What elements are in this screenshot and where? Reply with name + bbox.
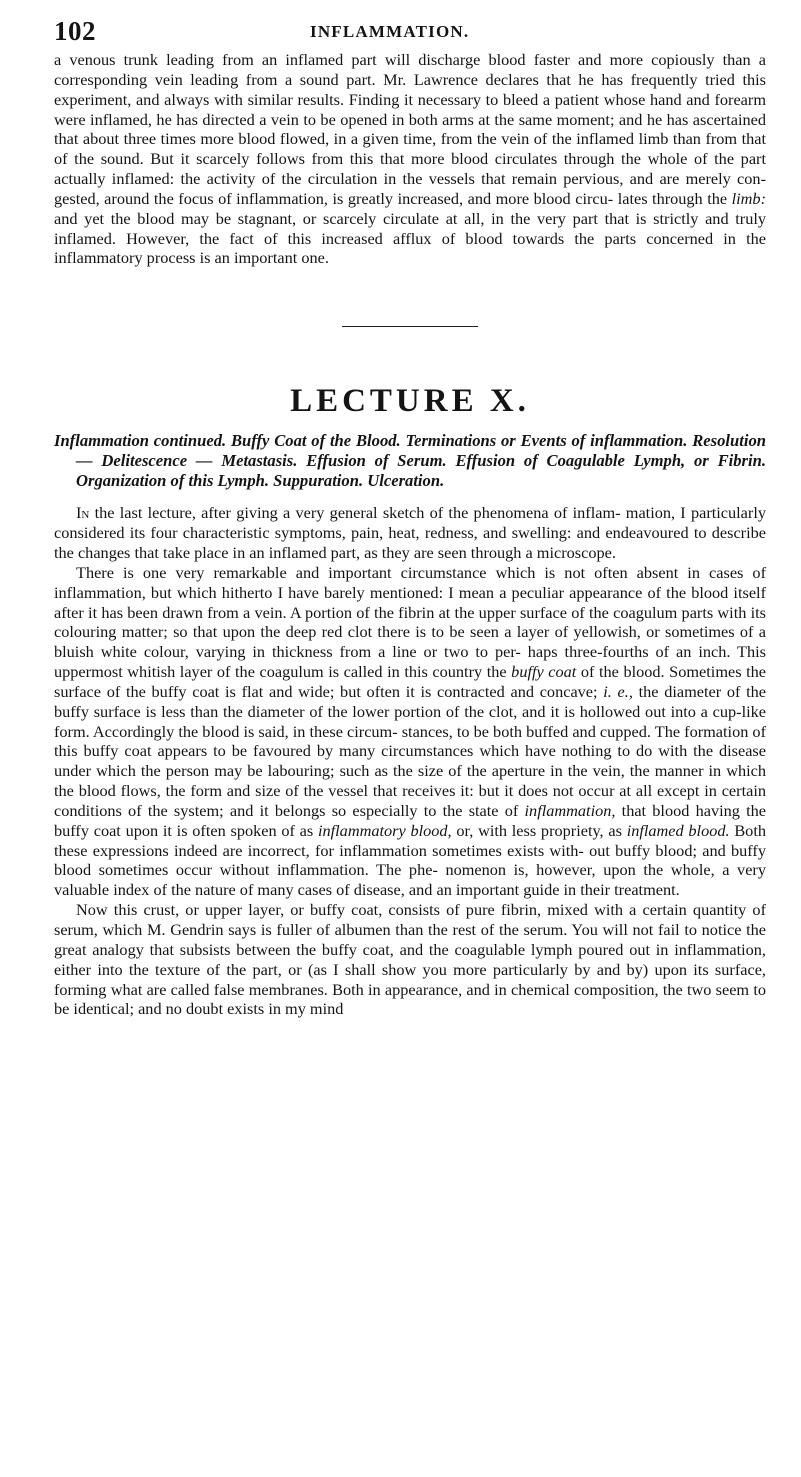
- p2-em-ie: i. e.,: [603, 681, 633, 701]
- p2-c: the diameter of the buffy surface is less than the diameter of the lower portion of the clot, and it is hollowed out into a cup-like form. Accordingly the blood is said, in these circum- stances, to be both buffed and cupped. The formation of this buffy coat appears to be favoured by many circumstances which have nothing to do with the disease under which the person may be labouring; such as the size of the aperture in the vein, the manner in which the blood flows, the form and size of the vessel that receives it: but it does not occur at all except in certain conditions of the system; and it belongs so especially to the state of: [54, 681, 767, 820]
- p2-em-inflamed-blood: inflamed blood.: [626, 820, 730, 840]
- page-number: 102: [54, 16, 96, 46]
- body-paragraph-3: Now this crust, or upper layer, or buffy coat, consists of pure fibrin, mixed with a certain quantity of serum, which M. Gendrin says is fuller of albumen than the rest of the serum. You will not fail to notice the great analogy that subsists between the buffy coat, and the coagulable lymph poured out in inflammation, either into the texture of the part, or (as I shall show you more particularly by and by) upon its surface, forming what are called false membranes. Both in appearance, and in chemical composition, the two seem to be identical; and no doubt exists in my mind: [54, 900, 766, 1019]
- running-head: [54, 16, 766, 50]
- lecture-argument: Inflammation continued. Buffy Coat of the Blood. Terminations or Events of inflammation. Resolution — Delitescence — Metastasis. Effusion of Serum. Effusion of Coagulable Lymph, or Fibrin. Organization of this Lymph. Suppuration. Ulceration.: [54, 431, 766, 491]
- continuation-emphasis: limb:: [731, 188, 766, 208]
- p2-em-inflammation: inflammation,: [524, 800, 616, 820]
- lecture-heading: LECTURE X.: [290, 383, 530, 420]
- body-paragraph-2: [54, 563, 766, 900]
- p2-e: or, with less propriety, as: [451, 820, 627, 840]
- continuation-text-after: and yet the blood may be stagnant, or scarcely circulate at all, in the very part that is strictly and truly inflamed. However, the fact of this increased afflux of blood towards the parts concerned in the inflammatory process is an important one.: [54, 208, 766, 268]
- p2-b: of the blood. Sometimes the surface of the buffy coat is flat and wide; but often it is contracted and concave;: [54, 662, 766, 701]
- paragraph-1-text: the last lecture, after giving a very general sketch of the phenomena of inflam- mation, I particularly considered its four characteristic symptoms, pain, heat, redness, and swelling: and endeavoured to describe the changes that take place in an inflamed part, as they are seen through a microscope.: [54, 503, 766, 562]
- body-paragraph-1: [54, 503, 766, 563]
- p2-em-buffy-coat: buffy coat: [511, 662, 577, 682]
- p2-a: There is one very remarkable and important circumstance which is not often absent in cases of inflammation, but which hitherto I have barely mentioned: I mean a peculiar appearance of the blood itself after it has been drawn from a vein. A portion of the fibrin at the upper surface of the coagulum parts with its colouring matter; so that upon the deep red clot there is to be seen a layer of yellowish, or sometimes of a bluish white colour, varying in thickness from a line or two to per- haps three-fourths of an inch. This uppermost whitish layer of the coagulum is called in this country the: [54, 562, 766, 682]
- p2-f: Both these expressions indeed are incorrect, for inflammation sometimes exists with- out buffy blood; and buffy blood sometimes occur without inflammation. The phe- nomenon is, however, upon the whole, a very valuable index of the nature of many cases of disease, and an important guide in their treatment.: [54, 820, 766, 900]
- p2-d: that blood having the buffy coat upon it is often spoken of as: [54, 800, 767, 840]
- book-page: [54, 16, 766, 1019]
- section-divider: [342, 326, 478, 327]
- continuation-text: a venous trunk leading from an inflamed part will discharge blood faster and more copiously than a corresponding vein leading from a sound part. Mr. Lawrence declares that he has frequently tried this experiment, and always with similar results. Finding it necessary to bleed a patient whose hand and forearm were inflamed, he has directed a vein to be opened in both arms at the same moment; and he has ascertained that about three times more blood flowed, in a given time, from the vein of the inflamed limb than from that of the sound. But it scarcely follows from this that more blood circulates through the whole of the part actually inflamed: the activity of the circulation in the vessels that remain pervious, and are merely con- gested, around the focus of inflammation, is greatly increased, and more blood circu- lates through the: [54, 50, 766, 208]
- running-title: INFLAMMATION.: [310, 22, 470, 41]
- paragraph-lead-word: In: [76, 503, 90, 523]
- continuation-paragraph: [54, 50, 766, 268]
- p2-em-inflammatory-blood: inflammatory blood,: [317, 820, 452, 840]
